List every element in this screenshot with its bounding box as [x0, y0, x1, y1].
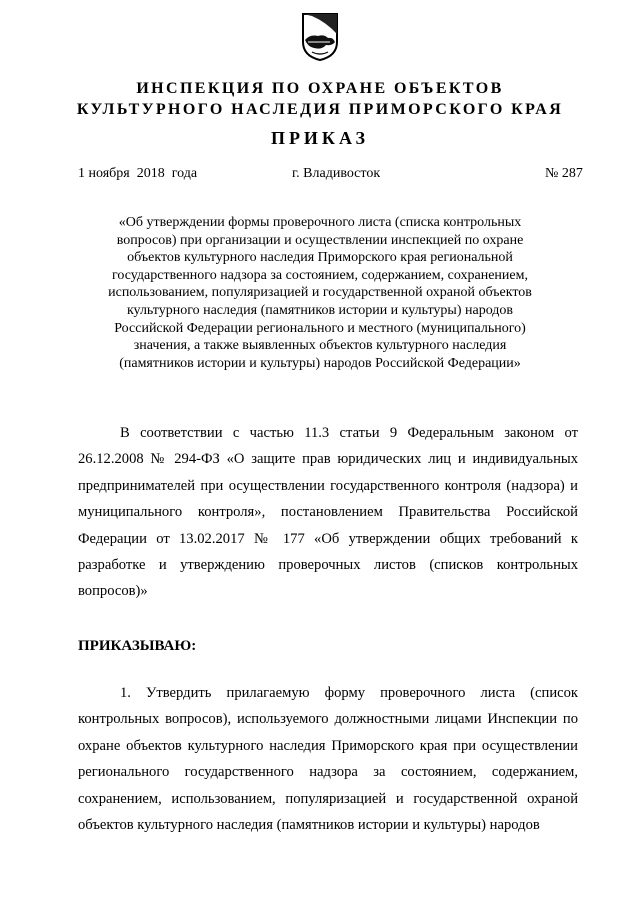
preamble-paragraph: В соответствии с частью 11.3 статьи 9 Федеральным законом от 26.12.2008 № 294-ФЗ «О защите прав юридических лиц и индивидуальных предпринимателей при осуществлении государственного контроля (надзора) и муниципального контроля», постановлением Правительства Российской Федерации от 13.02.2017 № 177 «Об утверждении общих требований к разработке и утверждению проверочных листов (списков контрольных вопросов)» [78, 425, 578, 600]
order-subject: «Об утверждении формы проверочного листа (списка контрольных вопросов) при организации и осуществлении инспекцией по охране объектов культурного наследия Приморского края региональной государственного надзора за состоянием, содержанием, сохранением, использованием, популяризацией и государственной охраной объектов культурного наследия (памятников истории и культуры) народов Российской Федерации регионального и местного (муниципального) значения, а также выявленных объектов культурного наследия (памятников истории и культуры) народов Российской Федерации» [108, 215, 532, 371]
order-date: 1 ноября 2018 года [78, 166, 198, 181]
order-item-1: 1. Утвердить прилагаемую форму проверочного листа (список контрольных вопросов), используемого должностными лицами Инспекции по охране объектов культурного наследия Приморского края при осуществлении регионального государственного надзора за состоянием, содержанием, сохранением, использованием, популяризацией и государственной охраной объектов культурного наследия (памятников истории и культуры) народов [78, 685, 578, 834]
document-title: ПРИКАЗ [270, 128, 370, 148]
order-number: № 287 [545, 166, 583, 181]
coat-of-arms-icon [300, 12, 340, 62]
organization-name-line1: ИНСПЕКЦИЯ ПО ОХРАНЕ ОБЪЕКТОВ [136, 80, 504, 97]
organization-name-line2: КУЛЬТУРНОГО НАСЛЕДИЯ ПРИМОРСКОГО КРАЯ [76, 101, 564, 118]
order-heading: ПРИКАЗЫВАЮ: [78, 638, 197, 654]
order-city: г. Владивосток [292, 166, 381, 181]
